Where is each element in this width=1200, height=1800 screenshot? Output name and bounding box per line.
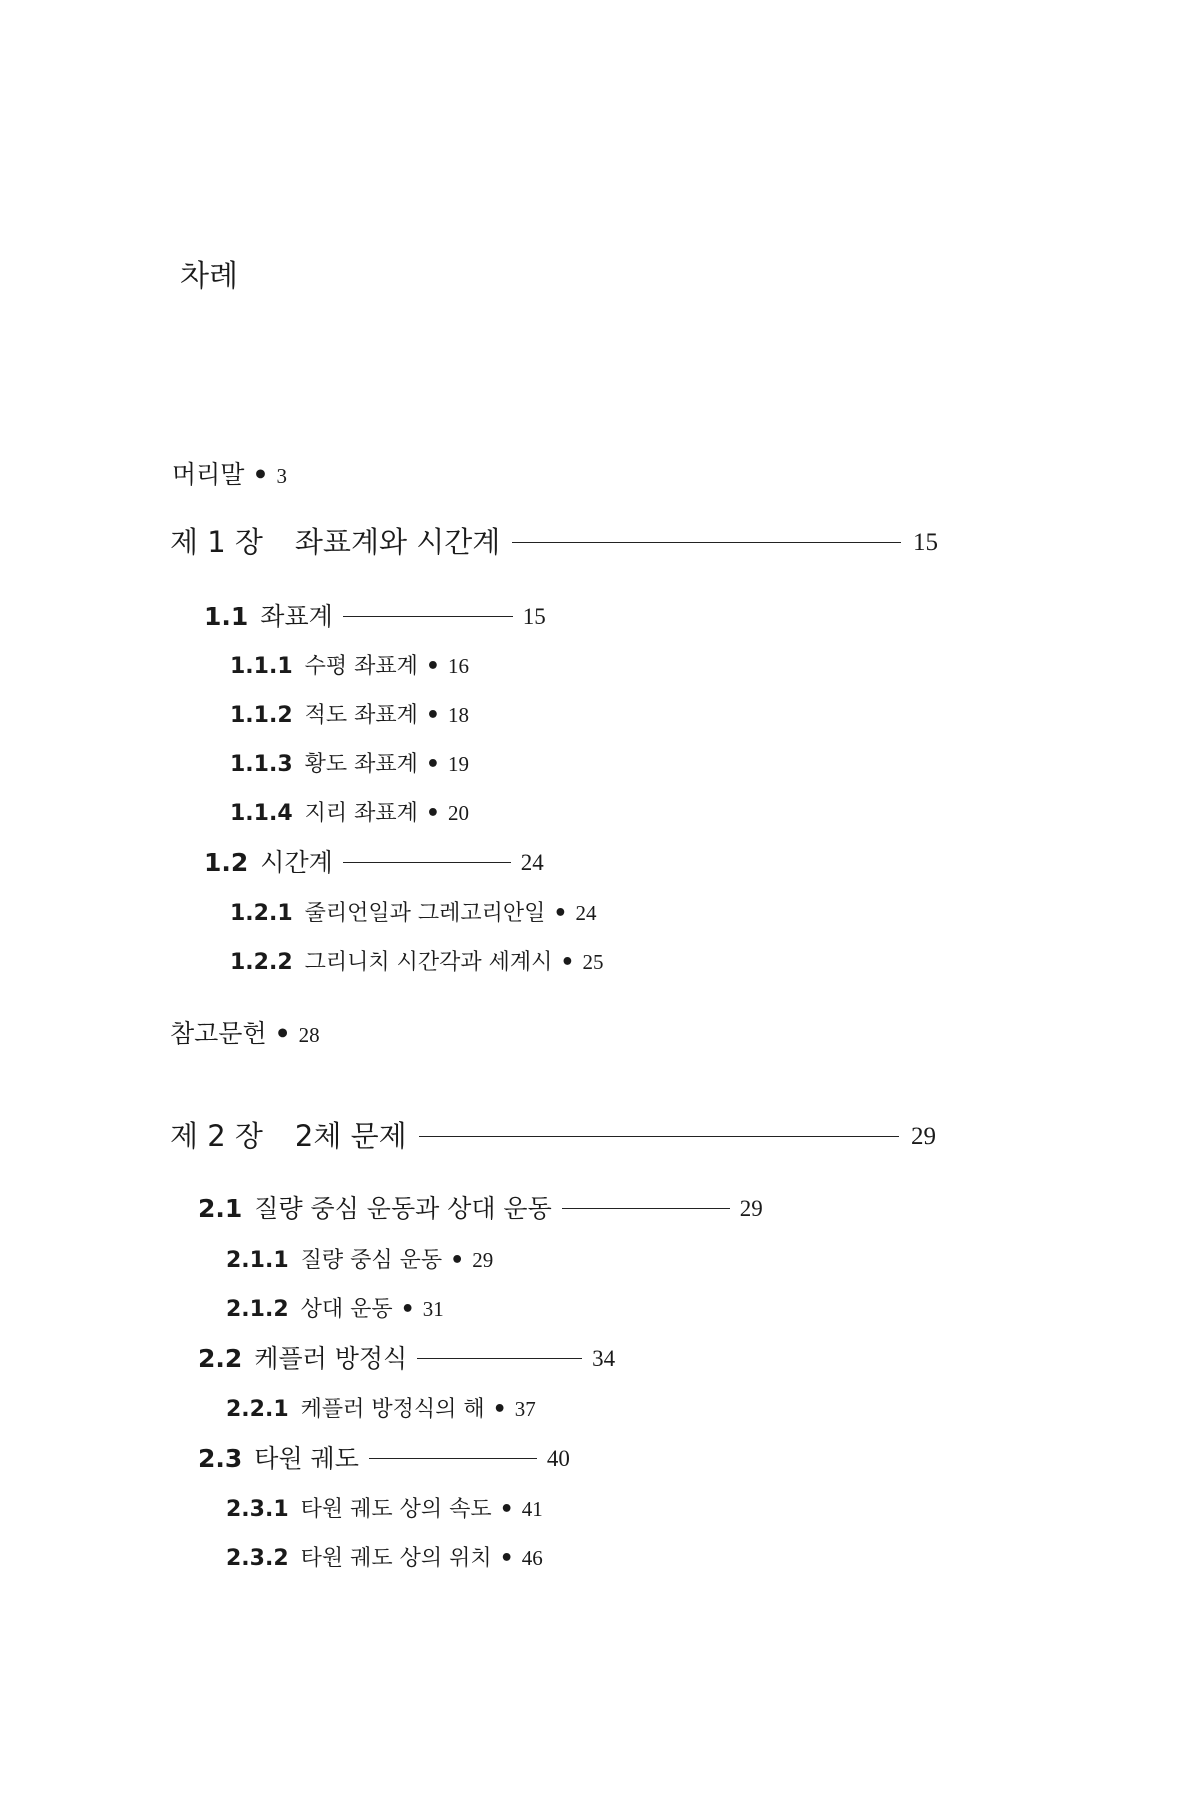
toc-subsection[interactable]	[230, 656, 469, 678]
page-number: 24	[520, 850, 544, 875]
subsection-title: 그리니치 시간각과 세계시	[304, 950, 553, 975]
toc-chapter-1[interactable]	[170, 525, 938, 559]
toc-subsection[interactable]	[226, 1250, 493, 1272]
subsection-title: 질량 중심 운동	[300, 1248, 443, 1273]
toc-subsection[interactable]	[230, 903, 596, 925]
subsection-title: 케플러 방정식의 해	[300, 1397, 485, 1422]
page-number: 34	[592, 1346, 616, 1371]
leader-line	[343, 616, 513, 617]
section-title: 좌표계	[260, 602, 333, 631]
page-number: 15	[522, 604, 546, 629]
separator: •	[425, 703, 440, 728]
toc-entry-references[interactable]	[170, 1021, 320, 1046]
page-number: 28	[298, 1023, 320, 1047]
subsection-number: 1.1.1	[230, 654, 293, 679]
page-number: 40	[546, 1446, 570, 1471]
toc-section-2-2[interactable]	[198, 1346, 615, 1371]
leader-line	[512, 542, 901, 543]
toc-entry-preface[interactable]	[172, 462, 287, 487]
subsection-number: 2.3.2	[226, 1546, 289, 1571]
toc-subsection[interactable]	[226, 1499, 543, 1521]
separator: •	[252, 460, 269, 489]
toc-section-2-1[interactable]	[198, 1196, 763, 1221]
toc-section-1-2[interactable]	[204, 850, 544, 875]
entry-title: 머리말	[172, 460, 245, 489]
leader-line	[343, 862, 511, 863]
page-number: 37	[514, 1397, 536, 1421]
subsection-title: 적도 좌표계	[304, 703, 418, 728]
page-number: 25	[582, 950, 604, 974]
section-number: 1.1	[204, 602, 249, 631]
toc-chapter-2[interactable]	[170, 1119, 936, 1153]
page-number: 15	[913, 529, 938, 556]
toc-subsection[interactable]	[230, 952, 603, 974]
subsection-number: 2.1.2	[226, 1297, 289, 1322]
subsection-number: 1.1.4	[230, 801, 293, 826]
subsection-number: 2.1.1	[226, 1248, 289, 1273]
subsection-title: 줄리언일과 그레고리안일	[304, 901, 546, 926]
leader-line	[417, 1358, 582, 1359]
page-number: 41	[521, 1497, 543, 1521]
section-number: 2.1	[198, 1194, 243, 1223]
subsection-title: 지리 좌표계	[304, 801, 418, 826]
section-title: 시간계	[260, 848, 333, 877]
separator: •	[553, 901, 568, 926]
subsection-title: 상대 운동	[300, 1297, 393, 1322]
separator: •	[425, 801, 440, 826]
leader-line	[562, 1208, 730, 1209]
separator: •	[425, 654, 440, 679]
separator: •	[425, 752, 440, 777]
section-title: 타원 궤도	[254, 1444, 359, 1473]
subsection-title: 황도 좌표계	[304, 752, 418, 777]
page-number: 20	[447, 801, 469, 825]
chapter-number: 제 1 장	[170, 525, 263, 559]
section-title: 케플러 방정식	[254, 1344, 408, 1373]
section-number: 2.3	[198, 1444, 243, 1473]
subsection-number: 2.3.1	[226, 1497, 289, 1522]
separator: •	[400, 1297, 415, 1322]
separator: •	[560, 950, 575, 975]
page-number: 46	[521, 1546, 543, 1570]
separator: •	[499, 1546, 514, 1571]
page-number: 31	[422, 1297, 444, 1321]
toc-subsection[interactable]	[230, 705, 469, 727]
chapter-number: 제 2 장	[170, 1119, 263, 1153]
leader-line	[419, 1136, 899, 1137]
leader-line	[369, 1458, 537, 1459]
subsection-number: 1.2.2	[230, 950, 293, 975]
section-title: 질량 중심 운동과 상대 운동	[254, 1194, 552, 1223]
separator: •	[274, 1019, 291, 1048]
subsection-number: 1.1.2	[230, 703, 293, 728]
page-number: 3	[276, 464, 287, 488]
page-number: 16	[447, 654, 469, 678]
toc-subsection[interactable]	[226, 1548, 543, 1570]
page-number: 29	[739, 1196, 763, 1221]
toc-section-1-1[interactable]	[204, 604, 546, 629]
page-number: 18	[447, 703, 469, 727]
page-title: 차례	[180, 259, 238, 294]
page-number: 29	[911, 1123, 936, 1150]
toc-subsection[interactable]	[230, 754, 469, 776]
page-number: 19	[447, 752, 469, 776]
page-number: 29	[472, 1248, 494, 1272]
subsection-number: 1.1.3	[230, 752, 293, 777]
page-number: 24	[575, 901, 597, 925]
chapter-title: 좌표계와 시간계	[294, 525, 501, 559]
subsection-title: 타원 궤도 상의 속도	[300, 1497, 492, 1522]
separator: •	[492, 1397, 507, 1422]
toc-section-2-3[interactable]	[198, 1446, 570, 1471]
toc-subsection[interactable]	[230, 803, 469, 825]
separator: •	[450, 1248, 465, 1273]
subsection-number: 2.2.1	[226, 1397, 289, 1422]
separator: •	[499, 1497, 514, 1522]
subsection-title: 타원 궤도 상의 위치	[300, 1546, 492, 1571]
toc-subsection[interactable]	[226, 1399, 536, 1421]
chapter-title: 2체 문제	[294, 1119, 407, 1153]
toc-subsection[interactable]	[226, 1299, 444, 1321]
section-number: 1.2	[204, 848, 249, 877]
subsection-number: 1.2.1	[230, 901, 293, 926]
entry-title: 참고문헌	[170, 1019, 267, 1048]
subsection-title: 수평 좌표계	[304, 654, 418, 679]
section-number: 2.2	[198, 1344, 243, 1373]
